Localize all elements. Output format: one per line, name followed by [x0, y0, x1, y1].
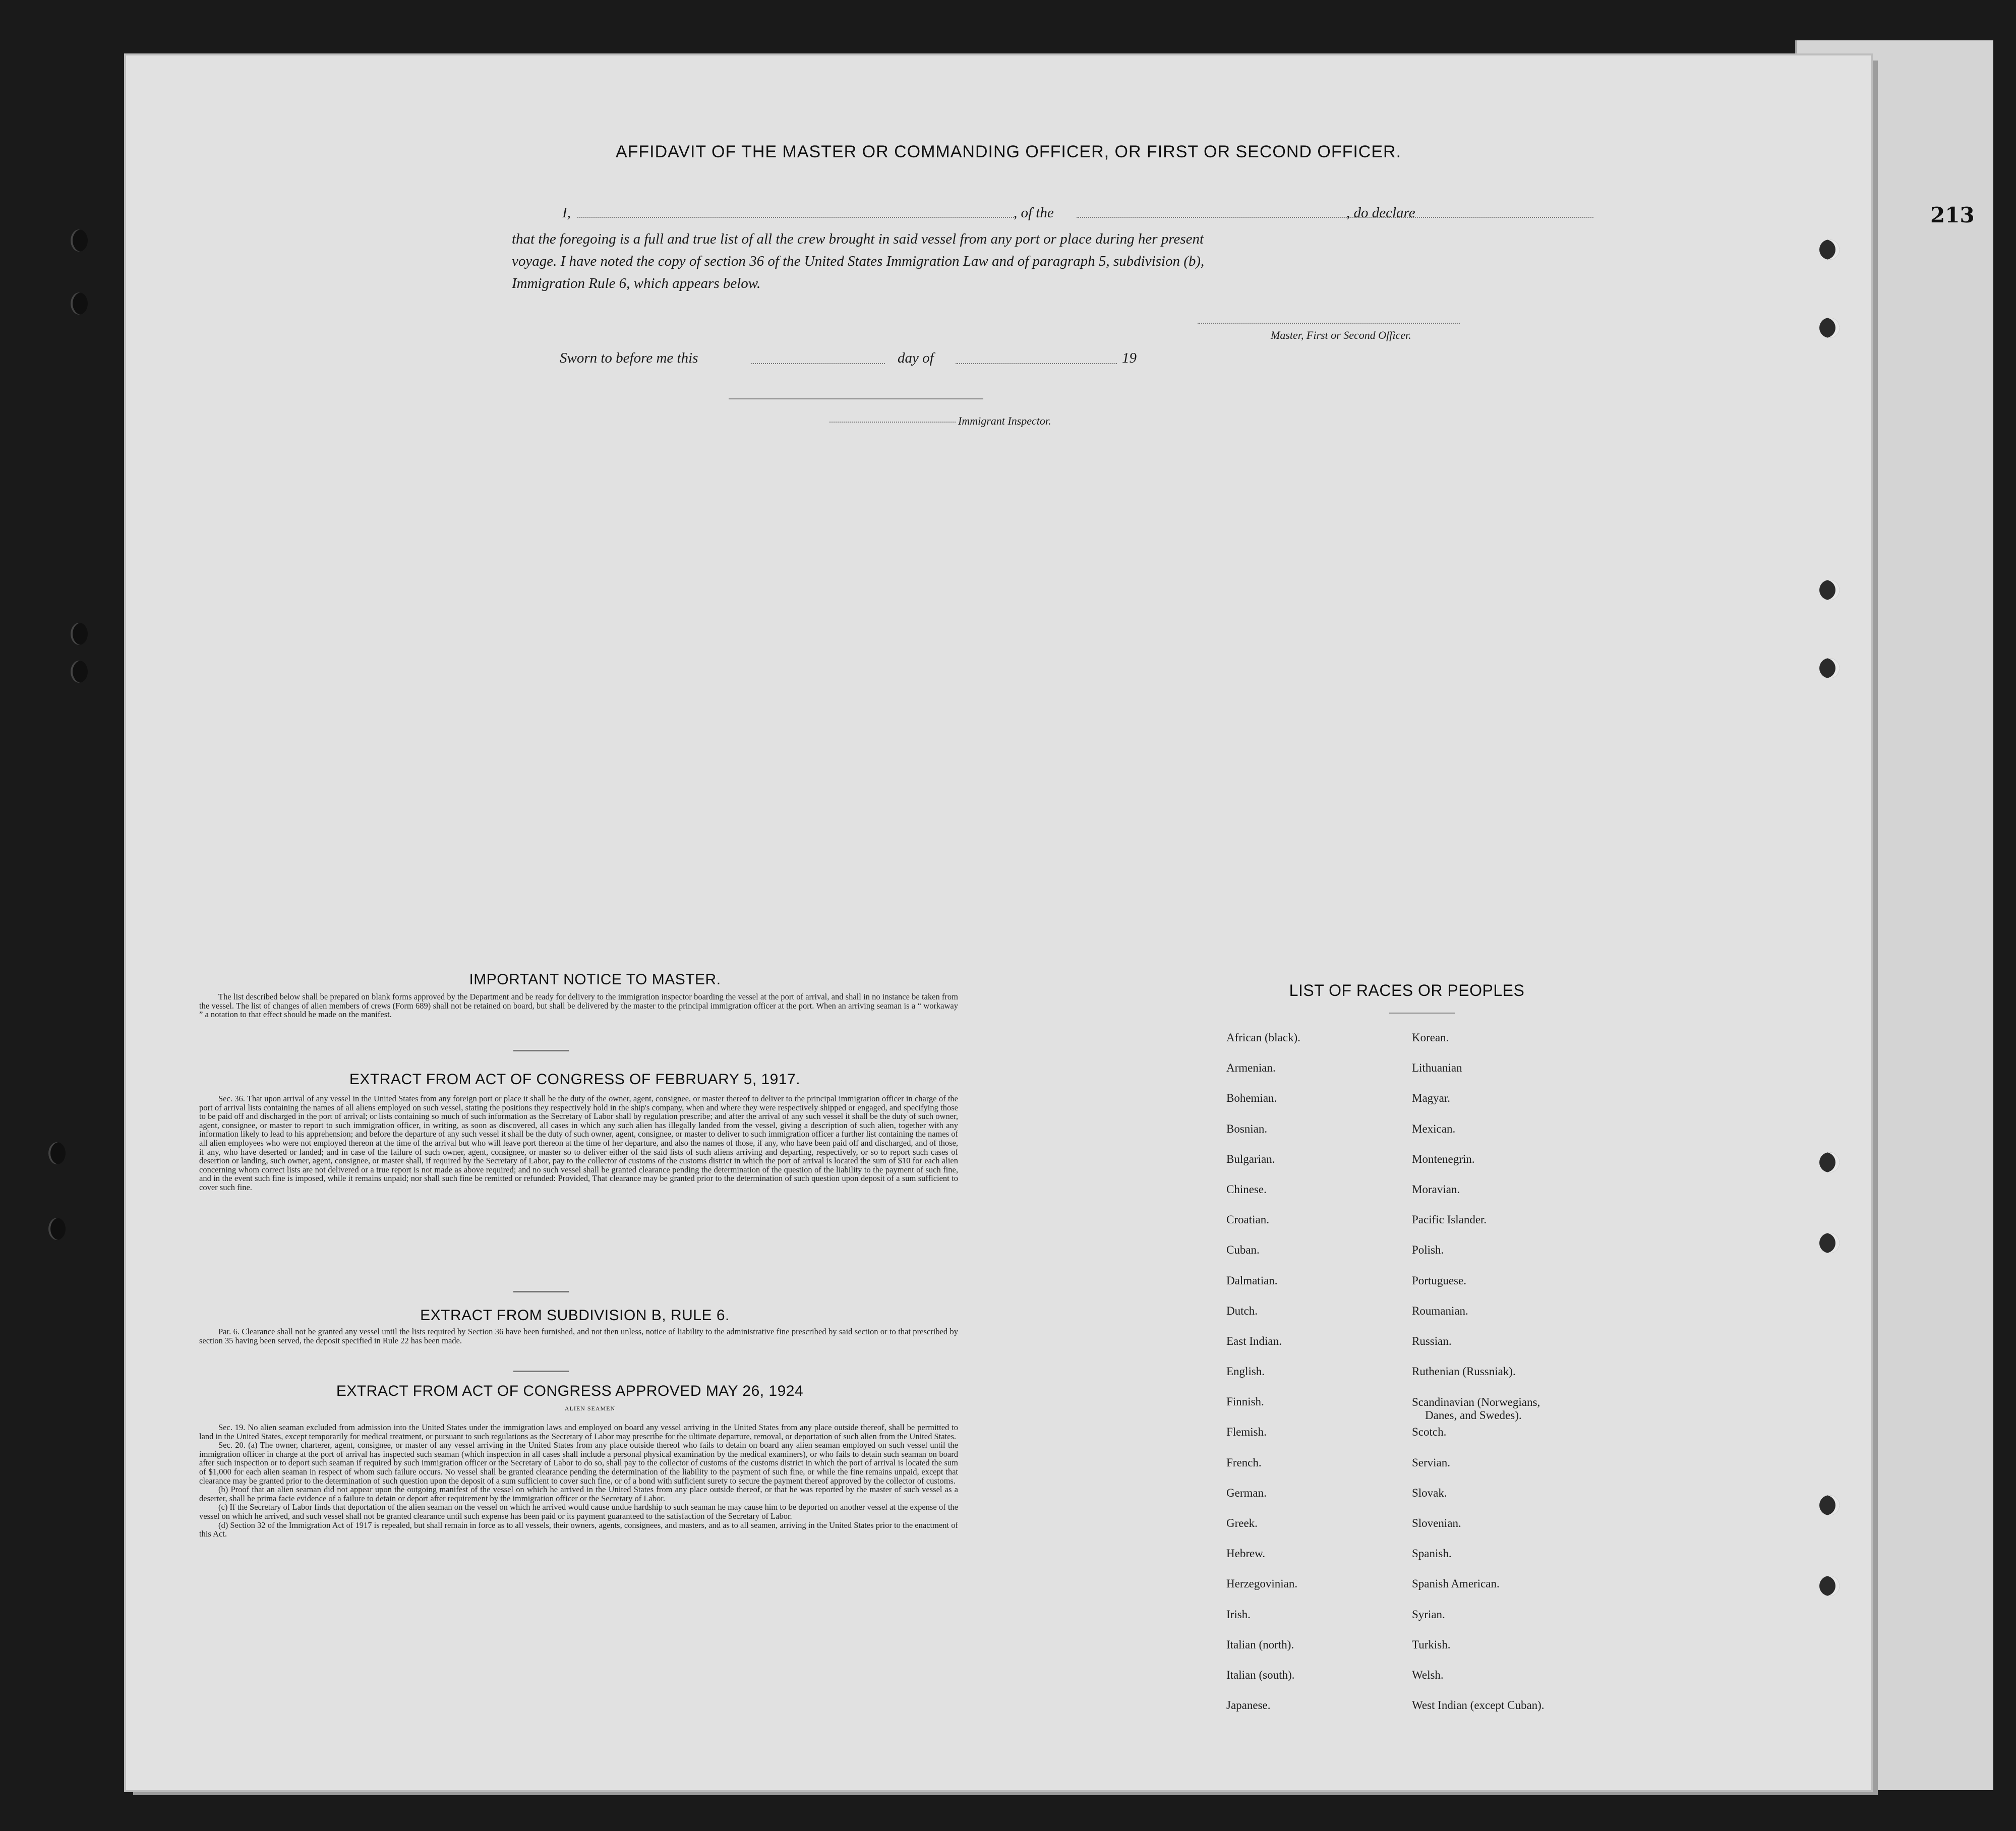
binder-hole-icon	[1819, 1495, 1840, 1515]
binder-hole-icon	[48, 1142, 66, 1164]
extract-1924-text: Sec. 19. No alien seaman excluded from admission into the United States under the immigration laws and employed on board any vessel arriving in the United States from any place outside thereof, shall be permitted to land in the United States, except temporarily for medical treatment, or pursuant to such regulations as the Secretary of Labor may prescribe for the ultimate departure, removal, or deportation of such alien from the United States. Sec. 20. (a) The owner, charterer, agent, consignee, or master of any vessel arriving in the United States from any place outside thereof who fails to detain on board any alien seaman employed on such vessel until the immigration officer in charge at the port of arrival has inspected such seaman (which inspection in all cases shall include a personal physical examination by the medical examiners), or who fails to detain such seaman on board after such inspection or to deport such seaman if required by such immigration officer or the Secretary of Labor to do so, shall pay to the collector of customs of the customs district in which the port of arrival is located the sum of $1,000 for each alien seaman in respect of whom such failure occurs. No vessel shall be granted clearance pending the determination of the liability to the payment of such fine, or while the fine remains unpaid, except that clearance may be granted prior to the determination of such question upon the deposit of a sum sufficient to cover such fine, or of a bond with sufficient surety to secure the payment thereof approved by the collector of customs. (b) Proof that an alien seaman did not appear upon the outgoing manifest of the vessel on which he arrived in the United States from any place outside thereof, or that he was reported by the master of such vessel as a deserter, shall be prima facie evidence of a failure to detain or deport after requirement by the immigration officer or the Secretary of Labor. (c) If the Secretary of Labor finds that deportation of the alien seaman on the vessel on which he arrived would cause undue hardship to such seaman he may cause him to be deported on another vessel at the expense of the vessel on which he arrived, and such vessel shall not be granted clearance until such expense has been paid or its payment guaranteed to the satisfaction of the Secretary of Labor. (d) Section 32 of the Immigration Act of 1917 is repealed, but shall remain in force as to all vessels, their owners, agents, consignees, and masters, and as to all seamen, arriving in the United States prior to the enactment of this Act.	[199, 1423, 958, 1539]
master-signature-line	[1198, 323, 1460, 324]
binder-hole-icon	[71, 229, 88, 252]
race-item: Spanish American.	[1412, 1577, 1500, 1590]
name-blank-line	[577, 217, 1016, 218]
extract-1924-title: EXTRACT FROM ACT OF CONGRESS APPROVED MAY 26, 1924	[336, 1383, 804, 1399]
race-item: Montenegrin.	[1412, 1152, 1475, 1165]
race-item: German.	[1226, 1486, 1267, 1499]
race-item: Magyar.	[1412, 1092, 1451, 1105]
affidavit-of-the: , of the	[1014, 205, 1054, 221]
page-number: 213	[1930, 203, 1975, 227]
race-item: Ruthenian (Russniak).	[1412, 1365, 1516, 1378]
race-item: Italian (south).	[1226, 1668, 1295, 1681]
binder-hole-icon	[71, 623, 88, 645]
binder-hole-icon	[1819, 240, 1840, 260]
race-item: Lithuanian	[1412, 1061, 1462, 1075]
section-divider	[513, 1371, 569, 1372]
race-item: English.	[1226, 1365, 1265, 1378]
race-item: Croatian.	[1226, 1213, 1269, 1226]
races-divider	[1389, 1013, 1455, 1014]
race-item: Irish.	[1226, 1608, 1251, 1621]
race-item: Italian (north).	[1226, 1638, 1294, 1651]
sworn-label: Sworn to before me this	[560, 350, 698, 366]
race-item: Portuguese.	[1412, 1274, 1466, 1287]
master-signature-label: Master, First or Second Officer.	[1271, 329, 1411, 341]
extract-1924-subtitle: ALIEN SEAMEN	[564, 1405, 616, 1412]
race-item: Roumanian.	[1412, 1304, 1468, 1317]
affidavit-statement-line3: Immigration Rule 6, which appears below.	[512, 275, 761, 291]
section-divider	[513, 1050, 569, 1051]
race-item: Syrian.	[1412, 1608, 1445, 1621]
race-item: Welsh.	[1412, 1668, 1444, 1681]
race-item: Herzegovinian.	[1226, 1577, 1298, 1590]
affidavit-i-label: I,	[562, 205, 571, 221]
race-item: Mexican.	[1412, 1122, 1456, 1135]
binder-hole-icon	[1819, 318, 1840, 338]
affidavit-do-declare: , do declare	[1346, 205, 1415, 221]
race-item: Greek.	[1226, 1517, 1258, 1529]
race-item: Dutch.	[1226, 1304, 1258, 1317]
race-item: African (black).	[1226, 1031, 1300, 1044]
race-item: Japanese.	[1226, 1699, 1271, 1712]
race-item: Finnish.	[1226, 1395, 1264, 1408]
extract-rule6-text: Par. 6. Clearance shall not be granted any vessel until the lists required by Section 36 have been furnished, and not then unless, notice of liability to the administrative fine prescribed by said section or to that prescribed by section 35 having been served, the deposit specified in Rule 22 has been made.	[199, 1327, 958, 1345]
race-item: Armenian.	[1226, 1061, 1276, 1075]
notice-title: IMPORTANT NOTICE TO MASTER.	[469, 971, 721, 988]
race-item: French.	[1226, 1456, 1262, 1469]
race-item-scandinavian	[1412, 1396, 1545, 1426]
race-item: Russian.	[1412, 1334, 1452, 1347]
races-left-column	[1226, 1032, 1300, 1730]
race-item: West Indian (except Cuban).	[1412, 1699, 1545, 1712]
race-item: Spanish.	[1412, 1547, 1452, 1560]
race-item: Bulgarian.	[1226, 1152, 1275, 1165]
race-item: Chinese.	[1226, 1183, 1267, 1196]
extract-1917-text: Sec. 36. That upon arrival of any vessel in the United States from any foreign port or place it shall be the duty of the owner, agent, consignee, or master thereof to deliver to the principal immigration officer in charge of the port of arrival lists containing the names of all aliens employed on such vessel, stating the positions they respectively hold in the ship's company, when and where they were respectively shipped or engaged, and specifying those to be paid off and discharged in the port of arrival; or lists containing so much of such information as the Secretary of Labor shall by regulation prescribe; and after the arrival of any such vessel it shall be the duty of such owner, agent, consignee, or master to report to such immigration officer, in writing, as soon as discovered, all cases in which any such alien has illegally landed from the vessel, giving a description of such alien, together with any information likely to lead to his apprehension; and before the departure of any such vessel it shall be the duty of such owner, agent, consignee, or master to deliver to such immigration officer a further list containing the names of all alien employees who were not employed thereon at the time of the arrival but who will leave port thereon at the time of her departure, and also the names of those, if any, who have been paid off and discharged, and of those, if any, who have deserted or landed; and in case of the failure of such owner, agent, consignee, or master so to deliver either of the said lists of such aliens arriving and departing, respectively, or so to report such cases of desertion or landing, such owner, agent, consignee, or master shall, if required by the Secretary of Labor, pay to the collector of customs of the customs district in which the port of arrival is located the sum of $10 for each alien concerning whom correct lists are not delivered or a true report is not made as above required; and no such vessel shall be granted clearance pending the determination of the question of the liability to the payment of such fine, and in the event such fine is imposed, while it remains unpaid; nor shall such fine be remitted or refunded: Provided, That clearance may be granted prior to the determination of such question upon deposit of a sum sufficient to cover such fine.	[199, 1094, 958, 1192]
sworn-month-line	[956, 363, 1117, 364]
race-item: Polish.	[1412, 1244, 1444, 1257]
affidavit-title: AFFIDAVIT OF THE MASTER OR COMMANDING OFFICER, OR FIRST OR SECOND OFFICER.	[615, 142, 1402, 161]
race-item: Bosnian.	[1226, 1122, 1268, 1135]
day-of-label: day of	[898, 350, 934, 366]
binder-hole-icon	[1819, 1233, 1840, 1253]
inspector-divider	[729, 398, 983, 399]
race-item: Scotch.	[1412, 1426, 1447, 1439]
extract-1917-title: EXTRACT FROM ACT OF CONGRESS OF FEBRUARY 5, 1917.	[349, 1071, 801, 1088]
race-item: Cuban.	[1226, 1244, 1260, 1257]
section-divider	[513, 1291, 569, 1292]
affidavit-statement-line1: that the foregoing is a full and true list of all the crew brought in said vessel from any port or place during her present	[512, 231, 1204, 247]
affidavit-statement-line2: voyage. I have noted the copy of section 36 of the United States Immigration Law and of paragraph 5, subdivision (b),	[512, 253, 1205, 269]
race-item: East Indian.	[1226, 1334, 1282, 1347]
extract-rule6-title: EXTRACT FROM SUBDIVISION B, RULE 6.	[420, 1307, 730, 1324]
sworn-day-line	[751, 363, 885, 364]
race-item: Servian.	[1412, 1456, 1451, 1469]
races-right-column	[1412, 1032, 1545, 1730]
race-item-label: Scandinavian (Norwegians,	[1412, 1396, 1540, 1409]
binder-hole-icon	[71, 292, 88, 315]
race-item: Moravian.	[1412, 1183, 1460, 1196]
race-item: Dalmatian.	[1226, 1274, 1278, 1287]
race-item: Pacific Islander.	[1412, 1213, 1487, 1226]
binder-hole-icon	[71, 661, 88, 683]
race-item: Korean.	[1412, 1031, 1449, 1044]
inspector-signature-line	[829, 422, 956, 423]
race-item: Flemish.	[1226, 1426, 1267, 1439]
race-item-continuation: Danes, and Swedes).	[1425, 1409, 1522, 1422]
vessel-blank-line	[1077, 217, 1593, 218]
inspector-label: Immigrant Inspector.	[958, 415, 1051, 427]
binder-hole-icon	[1819, 658, 1840, 678]
race-item: Turkish.	[1412, 1638, 1451, 1651]
race-item: Slovenian.	[1412, 1517, 1461, 1529]
binder-hole-icon	[1819, 1576, 1840, 1596]
race-item: Slovak.	[1412, 1486, 1447, 1499]
binder-hole-icon	[1819, 580, 1840, 600]
binder-hole-icon	[48, 1218, 66, 1240]
races-title: LIST OF RACES OR PEOPLES	[1289, 981, 1525, 999]
notice-text: The list described below shall be prepared on blank forms approved by the Department and be ready for delivery to the immigration inspector boarding the vessel at the port of arrival, and shall in no instance be taken from the vessel. The list of changes of alien members of crews (Form 689) shall not be retained on board, but shall be delivered by the master to the principal immigration officer at the port. When an arriving seaman is a “ workaway ” a notation to that effect should be made on the manifest.	[199, 992, 958, 1020]
binder-hole-icon	[1819, 1152, 1840, 1172]
race-item: Bohemian.	[1226, 1092, 1277, 1105]
race-item: Hebrew.	[1226, 1547, 1266, 1560]
year-prefix: 19	[1122, 350, 1137, 366]
